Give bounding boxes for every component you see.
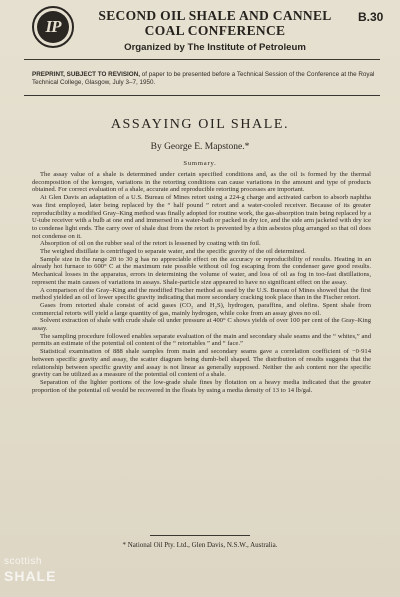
summary-paragraph: At Glen Davis an adaptation of a U.S. Bureau of Mines retort using a 224-g charge and activated carbon to absorb naphtha was first employed, later being replaced by the “ half pound ” retort and a water-cooled receiver. Because of its greater reproducibility a modified Gray–King method was finally adopted for routine work, the gas-absorption train being replaced by a U-tube receiver with a bulb at one end and immersed in a water-bath or packed in dry ice, and the side arm jacketed with dry ice to condense light ends. The carry over of shale dust from the retort is prevented by a thin asbestos plug arranged so that oil does not condense on it. bbox=[32, 194, 371, 240]
summary-paragraph: Statistical examination of 888 shale samples from main and secondary seams gave a correlation coefficient of −0·914 between specific gravity and assay, the scatter diagram being dumb-bell shaped. The distribution of results suggests that the relationship between specific gravity and assay is not linear as generally supposed. Neither the ash content nor the specific gravity can be utilized as a measure of the potential oil content of a shale. bbox=[32, 348, 371, 379]
logo-monogram: IP bbox=[37, 11, 69, 43]
summary-paragraph: Separation of the lighter portions of the low-grade shale fines by flotation on a heavy media indicated that the greater proportion of the potential oil would be recovered in the floats by using a media density of 13 to 14 lb/gal. bbox=[32, 378, 371, 394]
preprint-notice bbox=[32, 71, 376, 88]
header-rule bbox=[24, 59, 380, 60]
conference-title-line2: COAL CONFERENCE bbox=[144, 23, 286, 38]
summary-paragraph: The sampling procedure followed enables separate evaluation of the main and secondary shale seams and the “ whites,” and permits an estimate of the potential oil content of the “ retortables ” and “ face.” bbox=[32, 332, 371, 348]
paper-author: By George E. Mapstone.* bbox=[150, 142, 250, 152]
preprint-lead: PREPRINT, SUBJECT TO REVISION, bbox=[32, 71, 140, 78]
summary-paragraph: Solvent extraction of shale with crude shale oil under pressure at 400° C shows yields of over 100 per cent of the Gray–King assay. bbox=[32, 317, 371, 333]
organizer-line: Organized by The Institute of Petroleum bbox=[124, 42, 306, 53]
summary-paragraph: The weighed distillate is centrifuged to separate water, and the specific gravity of the oil determined. bbox=[40, 248, 306, 256]
paper-title: ASSAYING OIL SHALE. bbox=[110, 117, 290, 132]
summary-body bbox=[32, 171, 371, 394]
summary-paragraph: The assay value of a shale is determined under certain specified conditions and, as the oil is formed by the thermal decomposition of the kerogen, variations in the retorting conditions can cause variations in the amount and type of products obtained. For correct evaluation of a shale, accurate and reproducible retorting processes are important. bbox=[32, 171, 371, 194]
summary-heading: Summary. bbox=[183, 160, 217, 167]
paper-code: B.30 bbox=[358, 10, 384, 24]
preprint-text: of paper to be presented before a Technical Session of the Conference at the Royal Technical College, Glasgow, July 3–7, 1950. bbox=[32, 71, 375, 87]
scottish-shale-watermark bbox=[4, 555, 57, 584]
footnote-rule bbox=[150, 535, 250, 536]
summary-paragraph: Sample size in the range 20 to 30 g has no appreciable effect on the accuracy or reproducibility of results. Heating in an already hot furnace to 600° C at the maximum rate possible without oil fog escaping from the condenser gave good results. Mechanical losses in the apparatus, errors in determining the volume of water, and loss of oil as fog in too-fast distillations, represent the main causes of variations in assays. Shale-particle size appeared to have no significant effect on the assay. bbox=[32, 255, 371, 286]
summary-paragraph: Gases from retorted shale consist of acid gases (CO₂ and H₂S), hydrogen, paraffins, and olefins. Spent shale from commercial retorts will yield a large quantity of gas, mainly hydrogen, while coke from an assay gives no oil. bbox=[32, 301, 371, 317]
watermark-line2: SHALE bbox=[4, 568, 57, 584]
summary-paragraph: Absorption of oil on the rubber seal of the retort is lessened by coating with tin foil. bbox=[40, 240, 261, 248]
watermark-line1: scottish bbox=[4, 556, 42, 567]
conference-title bbox=[90, 8, 340, 38]
conference-title-line1: SECOND OIL SHALE AND CANNEL bbox=[98, 8, 332, 23]
institute-of-petroleum-logo bbox=[32, 6, 74, 48]
preprint-rule bbox=[24, 95, 380, 96]
summary-paragraph: A comparison of the Gray–King and the modified Fischer method as used by the U.S. Bureau of Mines showed that the first method yielded an oil of lower specific gravity indicating that more secondary cracking took place than in the Fischer retort. bbox=[32, 286, 371, 302]
footnote: * National Oil Pty. Ltd., Glen Davis, N.S.W., Australia. bbox=[122, 541, 278, 549]
